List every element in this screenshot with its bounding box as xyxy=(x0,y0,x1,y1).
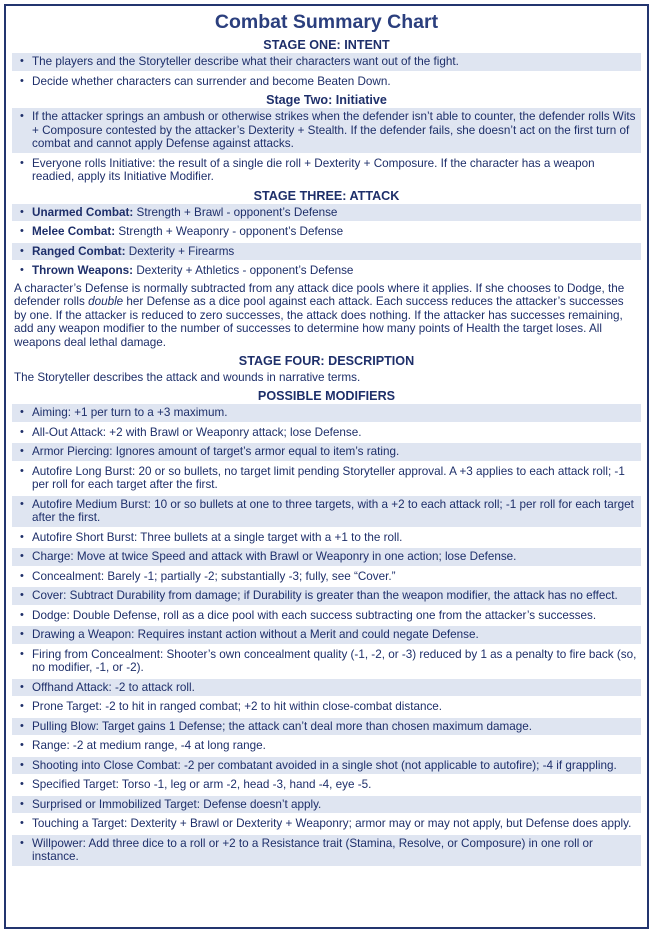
stage-three-heading: STAGE THREE: ATTACK xyxy=(253,188,400,203)
bullet-icon: • xyxy=(20,225,24,237)
bullet-icon: • xyxy=(20,836,24,849)
list-item: • Dodge: Double Defense, roll as a dice pool with each success subtracting one from the attacker’s successes. xyxy=(20,608,597,622)
list-item: • Ranged Combat: Dexterity + Firearms xyxy=(12,243,641,261)
bullet-icon: • xyxy=(20,264,24,276)
bullet-icon: • xyxy=(20,569,24,582)
bullet-icon: • xyxy=(20,425,24,438)
stage-two-list xyxy=(12,108,641,186)
list-item: • Aiming: +1 per turn to a +3 maximum. xyxy=(12,404,641,422)
list-item: • Cover: Subtract Durability from damage; if Durability is greater than the weapon modifier, the attack has no effect. xyxy=(12,587,641,605)
bullet-icon: • xyxy=(20,817,24,829)
list-item: • Autofire Long Burst: 20 or so bullets, no target limit pending Storyteller approval. A +3 applies to each attack roll; -1 per roll for each target after the first. xyxy=(20,464,625,491)
list-item: • Offhand Attack: -2 to attack roll. xyxy=(12,679,641,697)
bullet-icon: • xyxy=(20,700,24,712)
stage-one-heading: STAGE ONE: INTENT xyxy=(263,38,390,52)
list-item: • Unarmed Combat: Strength + Brawl - opponent’s Defense xyxy=(12,204,641,222)
list-item: • Charge: Move at twice Speed and attack with Brawl or Weaponry in one action; lose Defense. xyxy=(12,548,641,566)
list-item: • Decide whether characters can surrender and become Beaten Down. xyxy=(20,74,391,88)
bullet-icon: • xyxy=(20,628,24,640)
list-item: • Range: -2 at medium range, -4 at long range. xyxy=(20,739,266,752)
list-item: • Prone Target: -2 to hit in ranged combat; +2 to hit within close-combat distance. xyxy=(20,700,443,713)
bullet-icon: • xyxy=(20,719,24,732)
list-item: • Firing from Concealment: Shooter’s own concealment quality (-1, -2, or -3) reduced by 1 as a penalty to fire back (so, no modifier, -1, or -2). xyxy=(20,647,637,674)
bullet-icon: • xyxy=(20,406,24,418)
list-item: • Autofire Short Burst: Three bullets at a single target with a +1 to the roll. xyxy=(20,530,403,544)
defense-paragraph: A character’s Defense is normally subtracted from any attack dice pools where it applies. If she chooses to Dodge, the defender rolls double her Defense as a dice pool against each attack. Each success reduces the attacker’s successes by one. If the attacker is reduced to zero successes, the attack does nothing. If the attacker has successes remaining, add any weapon modifier to the number of successes to determine how many points of Health the target loses. All weapons deal lethal damage. xyxy=(14,281,625,349)
list-item: • Touching a Target: Dexterity + Brawl or Dexterity + Weaponry; armor may or may not apply, but Defense does apply. xyxy=(20,817,632,830)
bullet-icon: • xyxy=(20,758,24,771)
list-item: • Thrown Weapons: Dexterity + Athletics - opponent’s Defense xyxy=(20,264,354,277)
bullet-icon: • xyxy=(20,647,24,660)
list-item: • Autofire Medium Burst: 10 or so bullets at one to three targets, with a +2 to each attack roll; -1 per roll for each target after the first. xyxy=(12,496,641,527)
list-item: • Pulling Blow: Target gains 1 Defense; the attack can’t deal more than chosen maximum damage. xyxy=(12,718,641,736)
bullet-icon: • xyxy=(20,464,24,477)
bullet-icon: • xyxy=(20,589,24,601)
bullet-icon: • xyxy=(20,244,24,257)
list-item: • Specified Target: Torso -1, leg or arm -2, head -3, hand -4, eye -5. xyxy=(20,778,372,791)
list-item: • Willpower: Add three dice to a roll or +2 to a Resistance trait (Stamina, Resolve, or Composure) in one roll or instance. xyxy=(12,835,641,866)
list-item: • Everyone rolls Initiative: the result of a single die roll + Dexterity + Composure. If the character has a weapon readied, apply its Initiative Modifier. xyxy=(20,156,595,183)
list-item: • Melee Combat: Strength + Weaponry - opponent’s Defense xyxy=(20,225,344,238)
bullet-icon: • xyxy=(20,550,24,562)
list-item: • Armor Piercing: Ignores amount of target’s armor equal to item’s rating. xyxy=(12,443,641,461)
modifiers-list xyxy=(12,404,641,866)
bullet-icon: • xyxy=(20,156,24,169)
bullet-icon: • xyxy=(20,680,24,693)
list-item: • All-Out Attack: +2 with Brawl or Weaponry attack; lose Defense. xyxy=(20,425,362,439)
list-item: • If the attacker springs an ambush or otherwise strikes when the defender isn’t able to counter, the defender rolls Wits + Composure contested by the attacker’s Dexterity + Stealth. If the defender fails, she doesn’t act on the first turn of combat and cannot apply Defense against attacks. xyxy=(12,108,641,153)
stage-two-heading: Stage Two: Initiative xyxy=(266,93,387,107)
chart-frame xyxy=(4,4,649,929)
bullet-icon: • xyxy=(20,497,24,510)
bullet-icon: • xyxy=(20,608,24,621)
bullet-icon: • xyxy=(20,778,24,790)
bullet-icon: • xyxy=(20,74,24,87)
list-item: • Drawing a Weapon: Requires instant action without a Merit and could negate Defense. xyxy=(12,626,641,644)
stage-one-list xyxy=(12,53,641,90)
stage-four-heading: STAGE FOUR: DESCRIPTION xyxy=(238,354,415,368)
list-item: • The players and the Storyteller describe what their characters want out of the fight. xyxy=(12,53,641,71)
modifiers-heading: POSSIBLE MODIFIERS xyxy=(257,389,396,403)
bullet-icon: • xyxy=(20,445,24,457)
stage-four-text: The Storyteller describes the attack and wounds in narrative terms. xyxy=(14,371,361,384)
bullet-icon: • xyxy=(20,205,24,218)
list-item: • Surprised or Immobilized Target: Defense doesn’t apply. xyxy=(12,796,641,814)
list-item: • Shooting into Close Combat: -2 per combatant avoided in a single shot (not applicable to autofire); -4 if grappling. xyxy=(12,757,641,775)
bullet-icon: • xyxy=(20,530,24,543)
bullet-icon: • xyxy=(20,797,24,810)
bullet-icon: • xyxy=(20,110,24,122)
stage-three-list xyxy=(12,204,641,280)
bullet-icon: • xyxy=(20,55,24,67)
page-title: Combat Summary Chart xyxy=(214,11,439,33)
list-item: • Concealment: Barely -1; partially -2; substantially -3; fully, see “Cover.” xyxy=(20,569,396,583)
bullet-icon: • xyxy=(20,739,24,751)
